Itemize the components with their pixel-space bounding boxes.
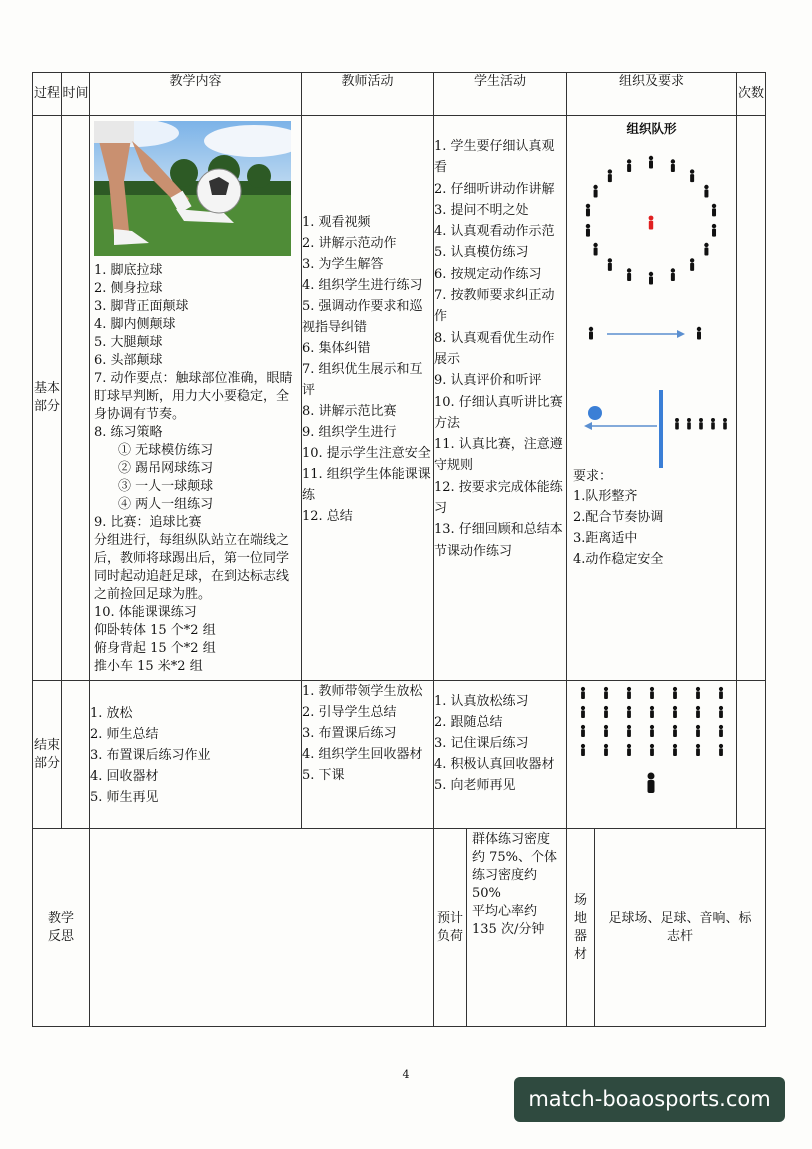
content-item: 1. 脚底拉球 xyxy=(94,263,163,278)
student-figure-icon xyxy=(671,268,675,281)
teacher-item: 11. 组织学生体能课课练 xyxy=(302,467,431,503)
basic-student-cell xyxy=(434,116,567,681)
load-text: 群体练习密度约 75%、个体练习密度约 50% 平均心率约 135 次/分钟 xyxy=(472,832,558,937)
student-figure-icon xyxy=(696,744,700,756)
ball-icon xyxy=(588,406,602,420)
requirements-label: 要求： xyxy=(573,469,613,484)
teacher-item: 1. 观看视频 xyxy=(302,215,371,230)
student-figure-icon xyxy=(650,744,654,756)
student-figure-icon xyxy=(649,156,653,169)
ending-student-item: 3. 记住课后练习 xyxy=(434,736,529,751)
fitness-item: 俯身背起 15 个*2 组 xyxy=(94,641,216,656)
teacher-item: 9. 组织学生进行 xyxy=(302,425,397,440)
teacher-item: 8. 讲解示范比赛 xyxy=(302,404,397,419)
ending-student-item: 4. 积极认真回收器材 xyxy=(434,757,555,772)
match-title: 9. 比赛：追球比赛 xyxy=(94,515,202,530)
header-process: 过程 xyxy=(33,73,62,116)
ending-org-cell xyxy=(567,681,737,829)
ending-teacher-item: 3. 布置课后练习 xyxy=(302,726,397,741)
lesson-plan-table xyxy=(32,72,766,1027)
student-item: 10. 仔细认真听讲比赛方法 xyxy=(434,394,563,431)
content-item: 2. 侧身拉球 xyxy=(94,281,163,296)
student-item: 13. 仔细回顾和总结本节课动作练习 xyxy=(434,522,563,559)
teacher-item: 12. 总结 xyxy=(302,509,353,524)
ending-student-item: 5. 向老师再见 xyxy=(434,778,516,793)
student-figure-icon xyxy=(650,725,654,737)
student-figure-icon xyxy=(608,258,612,271)
ending-content-item: 1. 放松 xyxy=(90,706,133,721)
ending-label: 结束部分 xyxy=(33,681,62,829)
site-watermark: match-boaosports.com xyxy=(514,1077,785,1122)
student-figure-icon xyxy=(627,687,631,699)
requirement-item: 1.队形整齐 xyxy=(573,489,638,504)
teacher-item: 4. 组织学生进行练习 xyxy=(302,278,423,293)
fitness-item: 推小车 15 米*2 组 xyxy=(94,659,203,674)
ending-content-list xyxy=(90,681,301,808)
formation-diagram xyxy=(567,138,735,468)
header-teacher: 教师活动 xyxy=(302,73,434,116)
ending-formation-diagram xyxy=(567,681,735,821)
ending-teacher-item: 5. 下课 xyxy=(302,768,345,783)
student-activity-list xyxy=(434,116,566,562)
student-figure-icon xyxy=(712,224,716,237)
content-item: 6. 头部颠球 xyxy=(94,353,163,368)
basic-row xyxy=(33,116,766,681)
teacher-item: 3. 为学生解答 xyxy=(302,257,384,272)
student-item: 12. 按要求完成体能练习 xyxy=(434,479,563,517)
student-figure-icon xyxy=(719,744,723,756)
strategy-list xyxy=(94,442,297,514)
ending-teacher-list xyxy=(302,681,433,786)
content-item: 7. 动作要点：触球部位准确，眼睛盯球早判断，用力大小要稳定，全身协调有节奏。 xyxy=(94,371,293,422)
fitness-item: 仰卧转体 15 个*2 组 xyxy=(94,623,216,638)
student-figure-icon xyxy=(675,418,679,429)
header-row xyxy=(33,73,766,116)
student-item: 6. 按规定动作练习 xyxy=(434,266,542,282)
student-figure-icon xyxy=(719,706,723,718)
requirements-list xyxy=(567,486,736,570)
ending-content-item: 3. 布置课后练习作业 xyxy=(90,748,211,763)
ending-time-cell xyxy=(62,681,90,829)
basic-teacher-cell xyxy=(302,116,434,681)
strategy-item: ① 无球模仿练习 xyxy=(118,443,214,458)
basic-content-text xyxy=(90,256,301,680)
requirement-item: 3.距离适中 xyxy=(573,531,638,546)
student-figure-icon xyxy=(697,327,701,340)
student-figure-icon xyxy=(649,272,653,285)
football-photo xyxy=(94,121,291,256)
match-description: 分组进行，每组纵队站立在端线之后，教师将球踢出后，第一位同学同时起动追赶足球，在到达标志线之前捡回足球为胜。 xyxy=(94,533,290,602)
header-content: 教学内容 xyxy=(90,73,302,116)
teacher-activity-list xyxy=(302,116,433,527)
ending-row xyxy=(33,681,766,829)
teacher-item: 7. 组织优生展示和互评 xyxy=(302,362,423,398)
header-count: 次数 xyxy=(737,73,766,116)
student-figure-icon xyxy=(696,687,700,699)
student-figure-icon xyxy=(593,243,597,256)
reflection-row xyxy=(33,829,766,1027)
student-item: 2. 仔细听讲动作讲解 xyxy=(434,181,555,197)
student-figure-icon xyxy=(627,725,631,737)
student-figure-icon xyxy=(581,687,585,699)
content-item: 8. 练习策略 xyxy=(94,425,163,440)
ending-teacher-cell xyxy=(302,681,434,829)
student-figure-icon xyxy=(704,185,708,198)
header-time: 时间 xyxy=(62,73,90,116)
circle-formation xyxy=(586,156,727,430)
student-figure-icon xyxy=(696,725,700,737)
student-item: 5. 认真模仿练习 xyxy=(434,245,529,261)
student-figure-icon xyxy=(687,418,691,429)
fitness-list xyxy=(94,622,297,676)
pole-icon xyxy=(659,390,663,468)
student-figure-icon xyxy=(586,224,590,237)
ending-student-list xyxy=(434,681,566,796)
teacher-figure-icon xyxy=(648,773,655,794)
content-item: 3. 脚背正面颠球 xyxy=(94,299,189,314)
ending-count-cell xyxy=(737,681,766,829)
reflection-label: 教学反思 xyxy=(33,829,90,1027)
content-item-list xyxy=(94,262,297,442)
student-figure-icon xyxy=(604,706,608,718)
student-figure-icon xyxy=(586,204,590,217)
ending-teacher-item: 1. 教师带领学生放松 xyxy=(302,684,423,699)
student-figure-icon xyxy=(627,744,631,756)
venue-label: 场地器材 xyxy=(567,829,595,1027)
requirement-item: 4.动作稳定安全 xyxy=(573,552,664,567)
ending-content-item: 5. 师生再见 xyxy=(90,790,159,805)
student-item: 9. 认真评价和听评 xyxy=(434,373,542,389)
student-figure-icon xyxy=(673,706,677,718)
student-figure-icon xyxy=(719,687,723,699)
student-figure-icon xyxy=(712,204,716,217)
fitness-title: 10. 体能课课练习 xyxy=(94,605,197,620)
basic-time-cell xyxy=(62,116,90,681)
student-figure-icon xyxy=(650,687,654,699)
ending-student-item: 1. 认真放松练习 xyxy=(434,694,529,709)
basic-content-cell xyxy=(90,116,302,681)
ending-teacher-item: 4. 组织学生回收器材 xyxy=(302,747,423,762)
student-figure-icon xyxy=(673,744,677,756)
ending-content-item: 4. 回收器材 xyxy=(90,769,159,784)
basic-label: 基本部分 xyxy=(33,116,62,681)
student-figure-icon xyxy=(581,725,585,737)
strategy-item: ② 踢吊网球练习 xyxy=(118,461,214,476)
student-figure-icon xyxy=(690,169,694,182)
load-subtable xyxy=(434,829,566,1026)
student-figure-icon xyxy=(696,706,700,718)
student-figure-icon xyxy=(719,725,723,737)
strategy-item: ③ 一人一球颠球 xyxy=(118,479,214,494)
formation-title: 组织队形 xyxy=(626,121,677,136)
ending-teacher-item: 2. 引导学生总结 xyxy=(302,705,397,720)
student-figure-icon xyxy=(650,706,654,718)
basic-org-cell xyxy=(567,116,737,681)
basic-count-cell xyxy=(737,116,766,681)
requirement-item: 2.配合节奏协调 xyxy=(573,510,664,525)
student-figure-icon xyxy=(581,706,585,718)
student-figure-icon xyxy=(604,687,608,699)
student-figure-icon xyxy=(673,687,677,699)
student-figure-icon xyxy=(673,725,677,737)
teacher-item: 5. 强调动作要求和巡视指导纠错 xyxy=(302,299,423,335)
load-cell xyxy=(434,829,567,1027)
student-item: 4. 认真观看动作示范 xyxy=(434,224,555,240)
teacher-item: 6. 集体纠错 xyxy=(302,341,371,356)
content-item: 5. 大腿颠球 xyxy=(94,335,163,350)
student-item: 8. 认真观看优生动作展示 xyxy=(434,330,555,367)
ending-student-cell xyxy=(434,681,567,829)
student-figure-icon xyxy=(589,327,593,340)
load-label: 预计负荷 xyxy=(434,829,467,1026)
teacher-item: 2. 讲解示范动作 xyxy=(302,236,397,251)
student-figure-icon xyxy=(627,706,631,718)
player-juggling-ball-image xyxy=(94,121,291,256)
student-item: 1. 学生要仔细认真观看 xyxy=(434,139,555,176)
student-figure-icon xyxy=(704,243,708,256)
student-figure-icon xyxy=(699,418,703,429)
student-figure-icon xyxy=(627,268,631,281)
ending-content-cell xyxy=(90,681,302,829)
student-figure-icon xyxy=(593,185,597,198)
student-figure-icon xyxy=(608,169,612,182)
reflection-body-cell xyxy=(90,829,434,1027)
student-figure-icon xyxy=(649,216,654,230)
student-item: 7. 按教师要求纠正动作 xyxy=(434,288,555,325)
ending-student-item: 2. 跟随总结 xyxy=(434,715,503,730)
student-figure-icon xyxy=(711,418,715,429)
student-figure-icon xyxy=(604,744,608,756)
ending-content-item: 2. 师生总结 xyxy=(90,727,159,742)
strategy-item: ④ 两人一组练习 xyxy=(118,497,214,512)
teacher-item: 10. 提示学生注意安全 xyxy=(302,446,431,461)
student-figure-icon xyxy=(723,418,727,429)
student-figure-icon xyxy=(690,258,694,271)
header-student: 学生活动 xyxy=(434,73,567,116)
header-org: 组织及要求 xyxy=(567,73,737,116)
student-figure-icon xyxy=(627,159,631,172)
page-number: 4 xyxy=(402,1068,410,1081)
student-item: 3. 提问不明之处 xyxy=(434,202,529,218)
requirements-block xyxy=(567,468,736,570)
student-figure-icon xyxy=(671,159,675,172)
student-figure-icon xyxy=(604,725,608,737)
venue-text: 足球场、足球、音响、标志杆 xyxy=(595,829,766,1027)
student-figure-icon xyxy=(581,744,585,756)
student-item: 11. 认真比赛，注意遵守规则 xyxy=(434,437,563,474)
content-item: 4. 脚内侧颠球 xyxy=(94,317,176,332)
